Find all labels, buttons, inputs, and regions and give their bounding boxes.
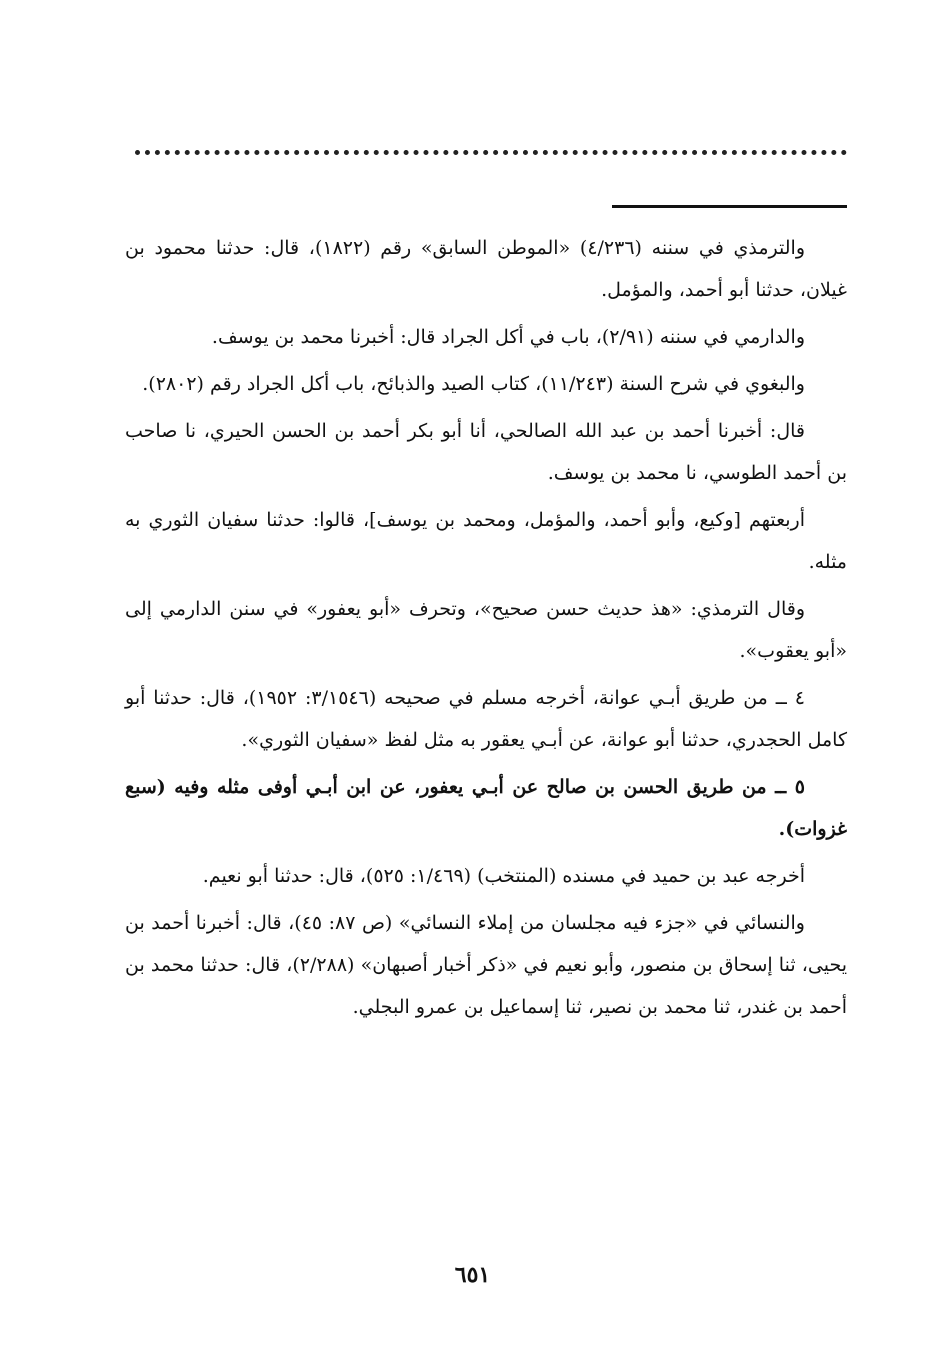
paragraph-heading: ٥ ــ من طريق الحسن بن صالح عن أبـي يعفور، عن ابن أبـي أوفى مثله وفيه (سبع غزوات).	[125, 776, 847, 840]
paragraph: أخرجه عبد بن حميد في مسنده (المنتخب) (١/٤٦٩: ٥٢٥)، قال: حدثنا أبو نعيم.	[202, 865, 805, 887]
paragraph: قال: أخبرنا أحمد بن عبد الله الصالحي، أنا أبو بكر أحمد بن الحسن الحيري، نا صاحب بن أحمد الطوسي، نا محمد بن يوسف.	[125, 420, 847, 484]
paragraph: ٤ ــ من طريق أبـي عوانة، أخرجه مسلم في صحيحه (٣/١٥٤٦: ١٩٥٢)، قال: حدثنا أبو كامل الحجدري، حدثنا أبو عوانة، عن أبـي يعقور به مثل لفظ «سفيان الثوري».	[125, 687, 847, 751]
dotted-separator	[135, 150, 847, 155]
paragraph: والبغوي في شرح السنة (١١/٢٤٣)، كتاب الصيد والذبائح، باب أكل الجراد رقم (٢٨٠٢).	[142, 373, 805, 395]
main-text	[125, 227, 847, 1033]
paragraph: أربعتهم [وكيع، وأبو أحمد، والمؤمل، ومحمد بن يوسف]، قالوا: حدثنا سفيان الثوري به مثله.	[125, 509, 847, 573]
paragraph: وقال الترمذي: «هذ حديث حسن صحيح»، وتحرف «أبو يعفور» في سنن الدارمي إلى «أبو يعقوب».	[125, 598, 847, 662]
paragraph: والدارمي في سننه (٢/٩١)، باب في أكل الجراد قال: أخبرنا محمد بن يوسف.	[211, 326, 805, 348]
page-number: ٦٥١	[454, 1262, 491, 1288]
paragraph: والنسائي في «جزء فيه مجلسان من إملاء النسائي» (ص ٨٧: ٤٥)، قال: أخبرنا أحمد بن يحيى، ثنا إسحاق بن منصور، وأبو نعيم في «ذكر أخبار أصبهان» (٢/٢٨٨)، قال: حدثنا محمد بن أحمد بن غندر، ثنا محمد بن نصير، ثنا إسماعيل بن عمرو البجلي.	[125, 912, 847, 1018]
paragraph: والترمذي في سننه (٤/٢٣٦) «الموطن السابق» رقم (١٨٢٢)، قال: حدثنا محمود بن غيلان، حدثنا أبو أحمد، والمؤمل.	[125, 237, 847, 301]
footnote-rule	[612, 205, 847, 208]
